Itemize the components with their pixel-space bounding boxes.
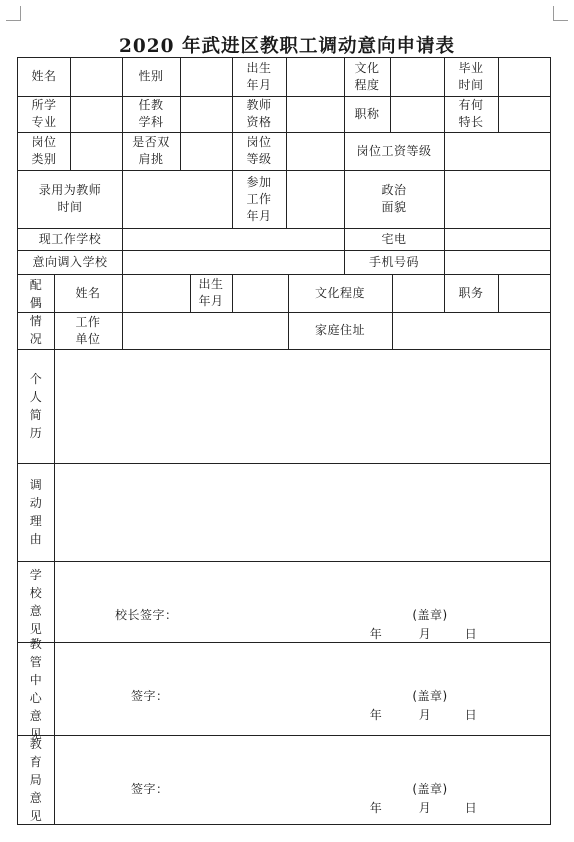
label-current-school: 现工作学校 [38, 231, 102, 246]
name-field[interactable] [71, 58, 122, 96]
home-address-field[interactable] [393, 313, 550, 349]
school-opinion-seal-label: (盖章) [412, 607, 448, 622]
subject-field[interactable] [181, 97, 232, 132]
label-mobile: 手机号码 [368, 254, 419, 269]
dual-role-field[interactable] [181, 133, 232, 170]
center-opinion-day-label: 日 [464, 707, 478, 722]
current-school-field[interactable] [123, 229, 344, 250]
label-teacher-certificate: 教师 资格 [246, 98, 272, 129]
mobile-field[interactable] [445, 251, 550, 274]
spouse-position-field[interactable] [499, 275, 550, 312]
spouse-work-unit-field[interactable] [123, 313, 288, 349]
section-transfer-reason: 调 动 理 由 [29, 478, 43, 546]
table-border [550, 57, 551, 825]
hire-time-field[interactable] [123, 171, 232, 228]
title-field[interactable] [391, 97, 444, 132]
label-specialty: 有何 特长 [458, 98, 484, 129]
spouse-name-field[interactable] [123, 275, 190, 312]
center-opinion-month-label: 月 [418, 707, 432, 722]
section-bureau-opinion: 教 育 局 意 见 [29, 736, 43, 823]
salary-grade-field[interactable] [445, 133, 550, 170]
label-graduation-time: 毕业 时间 [458, 60, 484, 92]
reason-field[interactable] [55, 464, 550, 561]
certificate-field[interactable] [287, 97, 344, 132]
label-spouse-work-unit: 工作 单位 [75, 314, 101, 346]
birth-date-field[interactable] [287, 58, 344, 96]
center-opinion-signature-label: 签字： [131, 688, 169, 703]
school-opinion-signature-label: 校长签字： [115, 607, 178, 622]
spouse-birth-field[interactable] [233, 275, 288, 312]
label-spouse-name: 姓名 [75, 285, 101, 300]
label-professional-title: 职称 [354, 106, 380, 121]
label-teaching-subject: 任教 学科 [138, 98, 164, 129]
spouse-education-field[interactable] [393, 275, 444, 312]
label-name: 姓名 [31, 69, 57, 83]
label-major: 所学 专业 [31, 98, 57, 129]
specialty-field[interactable] [499, 97, 550, 132]
major-field[interactable] [71, 97, 122, 132]
label-home-phone: 宅电 [381, 231, 407, 246]
work-start-field[interactable] [287, 171, 344, 228]
school-opinion-month-label: 月 [418, 626, 432, 641]
label-home-address: 家庭住址 [314, 323, 365, 337]
label-education: 文化 程度 [354, 60, 380, 92]
center-opinion-year-label: 年 [369, 707, 383, 722]
label-salary-grade: 岗位工资等级 [356, 143, 432, 158]
resume-field[interactable] [55, 350, 550, 463]
bureau-opinion-year-label: 年 [369, 800, 383, 815]
bureau-opinion-day-label: 日 [464, 800, 478, 815]
school-opinion-day-label: 日 [464, 626, 478, 641]
education-field[interactable] [391, 58, 444, 96]
section-school-opinion: 学 校 意 见 [29, 567, 43, 636]
bureau-opinion-month-label: 月 [418, 800, 432, 815]
margin-corner-mark [6, 6, 21, 21]
label-spouse-position: 职务 [458, 285, 484, 300]
label-post-category: 岗位 类别 [31, 135, 57, 166]
label-spouse-birth: 出生 年月 [198, 277, 224, 308]
label-target-school: 意向调入学校 [32, 254, 108, 269]
bureau-opinion-seal-label: (盖章) [412, 781, 448, 796]
political-status-field[interactable] [445, 171, 550, 228]
gender-field[interactable] [181, 58, 232, 96]
label-gender: 性别 [138, 69, 164, 83]
post-category-field[interactable] [71, 133, 122, 170]
bureau-opinion-signature-label: 签字： [131, 781, 169, 796]
form-title: 2020 年武进区教职工调动意向申请表 [119, 36, 455, 57]
post-grade-field[interactable] [287, 133, 344, 170]
center-opinion-seal-label: (盖章) [412, 688, 448, 703]
graduation-time-field[interactable] [499, 58, 550, 96]
home-phone-field[interactable] [445, 229, 550, 250]
label-post-grade: 岗位 等级 [246, 135, 272, 166]
section-personal-resume: 个 人 简 历 [29, 372, 43, 440]
table-border [17, 824, 551, 825]
target-school-field[interactable] [123, 251, 344, 274]
section-spouse-info: 配 偶 情 况 [29, 277, 43, 346]
label-hired-as-teacher-time: 录用为教师 时间 [38, 183, 102, 214]
label-dual-role: 是否双 肩挑 [132, 135, 170, 166]
label-birth-date: 出生 年月 [246, 60, 272, 92]
section-center-opinion: 教 管 中 心 意 见 [29, 636, 43, 741]
school-opinion-year-label: 年 [369, 626, 383, 641]
label-political-status: 政治 面貌 [381, 183, 407, 214]
label-spouse-education: 文化程度 [314, 285, 365, 300]
label-work-start-date: 参加 工作 年月 [246, 174, 272, 223]
margin-corner-mark [553, 6, 568, 21]
